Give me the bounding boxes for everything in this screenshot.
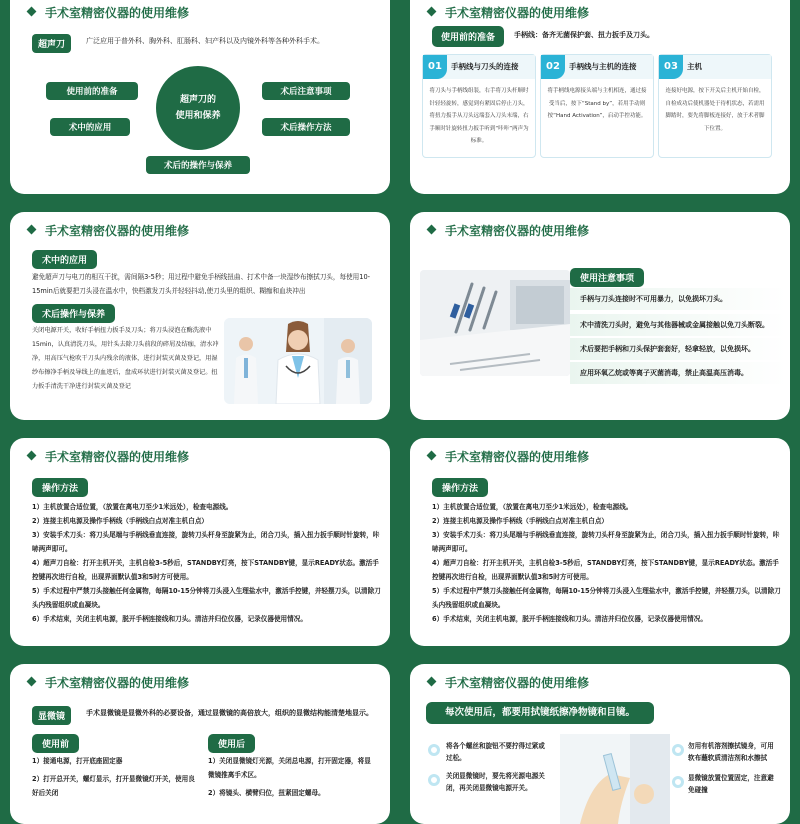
slide-title-text: 手术室精密仪器的使用维修 <box>45 224 190 238</box>
intraop-label: 术中的应用 <box>32 250 97 269</box>
step-card-2 <box>540 54 654 158</box>
slide-title-text: 手术室精密仪器的使用维修 <box>445 450 590 464</box>
slide-title <box>428 674 589 691</box>
slide-title-text: 手术室精密仪器的使用维修 <box>445 676 590 690</box>
lens-wipe-banner: 每次使用后，都要用拭镜纸擦净物镜和目镜。 <box>426 702 654 724</box>
ultrasonic-scalpel-chip: 超声刀 <box>32 34 71 53</box>
microscope-chip: 显微镜 <box>32 706 71 725</box>
bullet-icon <box>672 744 684 756</box>
after-line-2: 2）将镜头、横臂归位，扭紧固定螺母。 <box>208 789 325 797</box>
method-label: 操作方法 <box>432 478 488 497</box>
slide-card-5[interactable] <box>10 438 390 646</box>
ultrasonic-scalpel-desc: 广泛应用于普外科、胸外科、肛肠科、妇产科以及内镜外科等各种外科手术。 <box>86 37 324 45</box>
diamond-icon <box>427 677 437 687</box>
diamond-icon <box>27 451 37 461</box>
method-line-6: 6）手术结束，关闭主机电源，脱开手柄连接线和刀头。清洁并归位仪器，记录仪器使用情况。 <box>32 615 307 623</box>
step-body: 将手柄线电源接头端与主机相连，通过接受当后，按下“Stand by”，若用手动则按“Hand Activation”，启动手控功能。 <box>547 88 647 119</box>
step-card-3 <box>658 54 772 158</box>
method-label: 操作方法 <box>32 478 88 497</box>
method-line-2: 2）连接主机电源及操作手柄线（手柄线白点对准主机白点） <box>432 517 609 525</box>
slide-title-text: 手术室精密仪器的使用维修 <box>45 450 190 464</box>
slide-card-4[interactable] <box>410 212 790 420</box>
method-line-1: 1）主机放置合适位置，（放置在离电刀至少1米远处），检查电源线。 <box>432 503 633 511</box>
node-intraop: 术中的应用 <box>50 118 130 136</box>
note-row-2: 术中清洗刀头时，避免与其他器械或金属接触以免刀头断裂。 <box>570 314 786 336</box>
method-line-1: 1）主机放置合适位置，（放置在离电刀至少1米远处），检查电源线。 <box>32 503 233 511</box>
before-line-2: 2）打开总开关，螺灯显示，打开显微镜灯开关，使用良好后关闭 <box>32 775 195 797</box>
slide-title <box>28 448 189 465</box>
method-line-4: 4）超声刀自检：打开主机开关，主机自检3-5秒后，STANDBY灯亮，按下STANDBY键，显示READY状态。激活手控键再次进行自检，出现界面默认值3和5时方可使用。 <box>432 559 779 581</box>
step-body: 连接好电源，按下开关后主机开始自检，自检成功后使机器处于待机状态，若需用脚踏时，要先将脚板连接好，放于术者脚下位置。 <box>665 88 765 132</box>
slide-title <box>28 4 189 21</box>
step-number: 02 <box>541 55 565 79</box>
slide-title <box>428 448 589 465</box>
postop-label: 术后操作与保养 <box>32 304 115 323</box>
step-title: 主机 <box>687 62 702 71</box>
node-postop-notes: 术后注意事项 <box>262 82 350 100</box>
slide-card-1[interactable] <box>10 0 390 194</box>
center-line-2: 使用和保养 <box>175 111 221 121</box>
prep-desc: 手柄线：备齐无菌保护套、扭力扳手及刀头。 <box>514 31 654 39</box>
diamond-icon <box>27 677 37 687</box>
after-label: 使用后 <box>208 734 255 753</box>
slide-card-7[interactable] <box>10 664 390 824</box>
slide-title <box>28 222 189 239</box>
bullet-icon <box>672 776 684 788</box>
slide-card-8[interactable] <box>410 664 790 824</box>
after-line-1: 1）关闭显微镜灯光源，关闭总电源，打开固定器，将显微镜推离手术区。 <box>208 757 371 779</box>
node-postop-method: 术后操作方法 <box>262 118 350 136</box>
method-line-5: 5）手术过程中严禁刀头接触任何金属物，每隔10-15分钟将刀头浸入生理盐水中，激活手控键，并轻摆刀头，以清除刀头内残留组织或血凝块。 <box>32 587 381 609</box>
diamond-icon <box>427 451 437 461</box>
right-item-1: 勿用有机溶剂擦拭镜身，可用软布蘸软质清洁剂和水擦拭 <box>688 742 774 762</box>
bullet-icon <box>428 744 440 756</box>
postop-body: 关闭电源开关，收好手柄扭力扳手及刀头；将刀头浸泡在酶洗液中15min，认真清洗刀头，用针头去除刀头前段的碎屑及结痂，清水冲净，用高压气枪吹干刀头内残余的液体，进行封装灭菌及登记，用湿纱布擦净手柄及导线上的血迹后，盘成环状进行封装灭菌及登记。扭力扳手清洗干净进行封装灭菌及登记 <box>32 327 219 390</box>
slide-title-text: 手术室精密仪器的使用维修 <box>445 6 590 20</box>
slide-title-text: 手术室精密仪器的使用维修 <box>45 6 190 20</box>
node-prep: 使用前的准备 <box>46 82 138 100</box>
center-line-1: 超声刀的 <box>179 95 216 105</box>
bullet-icon <box>428 774 440 786</box>
diamond-icon <box>427 7 437 17</box>
slide-title <box>428 222 589 239</box>
diamond-icon <box>27 7 37 17</box>
step-body: 将刀头与手柄线组装，右手将刀头杆顺时针轻轻旋转，感觉到有紧固后停止刀头，将扭力扳手从刀头远端套入刀头末端，右手顺时针旋转扭力扳手听到“咔咔”两声为标准。 <box>429 88 529 144</box>
slide-card-2[interactable] <box>410 0 790 194</box>
step-title: 手柄线与主机的连接 <box>569 62 637 71</box>
step-title: 手柄线与刀头的连接 <box>451 62 519 71</box>
step-card-1 <box>422 54 536 158</box>
diamond-icon <box>27 225 37 235</box>
left-item-1: 将各个螺丝和旋钮不要拧得过紧或过松。 <box>446 742 545 762</box>
center-circle <box>156 66 240 150</box>
slide-card-6[interactable] <box>410 438 790 646</box>
diamond-icon <box>427 225 437 235</box>
note-row-3: 术后要把手柄和刀头保护套套好，轻拿轻放，以免损坏。 <box>570 338 786 360</box>
node-postop-care: 术后的操作与保养 <box>146 156 250 174</box>
method-line-3: 3）安装手术刀头：将刀头尾端与手柄线垂直连接，旋转刀头杆身至旋紧为止，闭合刀头，插入扭力扳手顺时针旋转，咔哧两声即可。 <box>432 531 780 553</box>
method-line-5: 5）手术过程中严禁刀头接触任何金属物，每隔10-15分钟将刀头浸入生理盐水中，激活手控键，并轻摆刀头，以清除刀头内残留组织或血凝块。 <box>432 587 781 609</box>
microscope-photo <box>560 734 670 824</box>
method-line-2: 2）连接主机电源及操作手柄线（手柄线白点对准主机白点） <box>32 517 209 525</box>
prep-label: 使用前的准备 <box>432 26 504 47</box>
before-line-1: 1）接通电源，打开底座固定器 <box>32 757 123 765</box>
left-item-2: 关闭显微镜时，要先将光源电源关闭，再关闭显微镜电源开关。 <box>446 772 545 792</box>
note-row-4: 应用环氧乙烷或等离子灭菌消毒，禁止高温高压消毒。 <box>570 362 786 384</box>
intraop-body: 避免超声刀与电刀的相互干扰，需间隔3-5秒；用过程中避免手柄线扭曲、打术中备一块湿纱布擦拭刀头，每使用10-15min后就要把刀头浸在温水中，快档激发刀头并轻轻抖动,使刀头里的组织、糊痂和血块冲出 <box>32 273 371 295</box>
slide-title <box>428 4 589 21</box>
method-line-4: 4）超声刀自检：打开主机开关，主机自检3-5秒后，STANDBY灯亮，按下STANDBY键，显示READY状态。激活手控键再次进行自检，出现界面默认值3和5时方可使用。 <box>32 559 379 581</box>
doctors-photo <box>224 318 372 404</box>
notes-label: 使用注意事项 <box>570 268 644 287</box>
slide-card-3[interactable] <box>10 212 390 420</box>
dental-instruments-photo <box>420 270 570 376</box>
note-row-1: 手柄与刀头连接时不可用暴力，以免损坏刀头。 <box>570 288 786 310</box>
slide-title-text: 手术室精密仪器的使用维修 <box>45 676 190 690</box>
method-line-6: 6）手术结束，关闭主机电源，脱开手柄连接线和刀头。清洁并归位仪器，记录仪器使用情况。 <box>432 615 707 623</box>
step-number: 01 <box>423 55 447 79</box>
slide-title <box>28 674 189 691</box>
microscope-desc: 手术显微镜是显微外科的必要设备，通过显微镜的高倍放大，组织的显微结构能清楚地显示。 <box>86 709 373 717</box>
right-item-2: 显微镜放置位置固定，注意避免碰撞 <box>688 774 774 794</box>
slide-title-text: 手术室精密仪器的使用维修 <box>445 224 590 238</box>
step-number: 03 <box>659 55 683 79</box>
method-line-3: 3）安装手术刀头：将刀头尾端与手柄线垂直连接，旋转刀头杆身至旋紧为止，闭合刀头，插入扭力扳手顺时针旋转，咔哧两声即可。 <box>32 531 380 553</box>
before-label: 使用前 <box>32 734 79 753</box>
